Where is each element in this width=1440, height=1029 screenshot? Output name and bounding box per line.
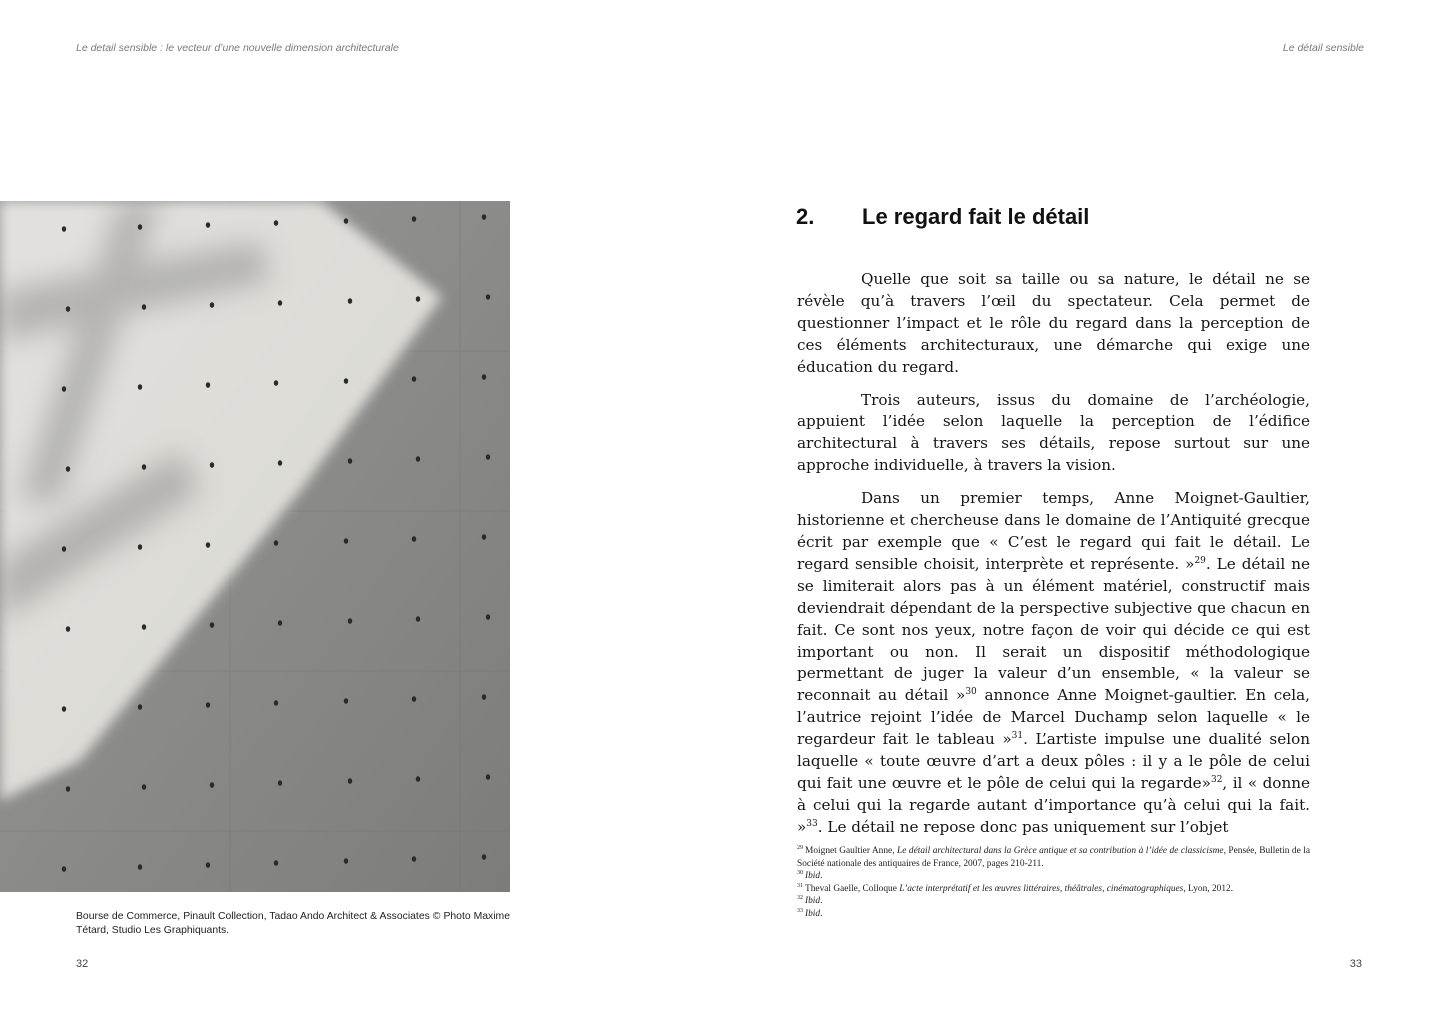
footnote-text: , Lyon, 2012. bbox=[1183, 883, 1234, 894]
tie-hole bbox=[62, 226, 66, 232]
tie-hole bbox=[348, 298, 352, 304]
footnote-title: Le détail architectural dans la Grèce antique et sa contribution à l’idée de classicisme bbox=[897, 846, 1224, 856]
tie-hole bbox=[416, 456, 420, 462]
tie-hole bbox=[206, 862, 210, 868]
paragraph-text: , il « donne à celui qui la regarde autant d’importance qu’à celui qui la fait. » bbox=[797, 773, 1311, 836]
tie-hole bbox=[62, 866, 66, 872]
footnote-29 bbox=[797, 845, 1310, 870]
tie-hole bbox=[348, 618, 352, 624]
tie-hole bbox=[486, 614, 490, 620]
footnote-30 bbox=[797, 870, 1310, 883]
tie-hole bbox=[142, 304, 146, 310]
tie-hole bbox=[142, 784, 146, 790]
tie-hole bbox=[66, 786, 70, 792]
tie-hole bbox=[486, 454, 490, 460]
tie-hole bbox=[344, 858, 348, 864]
tie-hole bbox=[344, 218, 348, 224]
tie-hole bbox=[210, 782, 214, 788]
footnote-number: 29 bbox=[797, 844, 803, 851]
footnote-author: Moignet Gaultier Anne, bbox=[805, 846, 898, 856]
tie-hole bbox=[416, 296, 420, 302]
tie-hole bbox=[412, 216, 416, 222]
footnote-ibid: Ibid bbox=[805, 871, 821, 882]
tie-hole bbox=[482, 374, 486, 380]
tie-hole bbox=[482, 214, 486, 220]
paragraph-text: annonce Anne Moignet-gaultier. En cela, l’autrice rejoint l’idée de Marcel Duchamp selon laquelle « le regardeur fait le tableau » bbox=[797, 686, 1311, 749]
paragraph-text: Dans un premier temps, Anne Moignet-Gaultier, historienne et chercheuse dans le domaine de l’Antiquité grecque écrit par exemple que « C’est le regard qui fait le détail. Le regard sensible choisit, interprète et représente. » bbox=[797, 489, 1310, 573]
tie-hole bbox=[412, 376, 416, 382]
footnote-number: 30 bbox=[797, 870, 803, 877]
footnote-title: L’acte interprétatif et les œuvres littéraires, théâtrales, cinématographiques bbox=[899, 883, 1184, 894]
tie-hole bbox=[138, 384, 142, 390]
tie-hole bbox=[274, 700, 278, 706]
tie-hole bbox=[142, 624, 146, 630]
footnote-ref[interactable]: 30 bbox=[965, 687, 977, 698]
footnote-ibid: Ibid bbox=[805, 908, 821, 919]
tie-hole bbox=[66, 626, 70, 632]
tie-hole bbox=[66, 306, 70, 312]
tie-hole bbox=[482, 854, 486, 860]
footnote-number: 32 bbox=[797, 895, 803, 902]
page-number-right: 33 bbox=[1349, 958, 1362, 970]
tie-hole bbox=[274, 860, 278, 866]
tie-hole bbox=[62, 386, 66, 392]
tie-hole bbox=[348, 778, 352, 784]
tie-hole bbox=[66, 466, 70, 472]
section-number: 2. bbox=[796, 204, 815, 229]
paragraph-text: . Le détail ne repose donc pas uniquement sur l’objet bbox=[817, 817, 1229, 836]
tie-hole bbox=[416, 776, 420, 782]
tie-hole bbox=[344, 698, 348, 704]
paragraph-text: . L’artiste impulse une dualité selon laquelle « toute œuvre d’art a deux pôles : il y a le pôle de celui qui fait une œuvre et le pôle de celui qui la regarde» bbox=[797, 730, 1310, 792]
footnote-ref[interactable]: 32 bbox=[1210, 774, 1223, 785]
tie-hole bbox=[274, 540, 278, 546]
tie-hole bbox=[206, 702, 210, 708]
tie-hole bbox=[412, 536, 416, 542]
tie-hole bbox=[482, 534, 486, 540]
footnote-32 bbox=[797, 895, 1310, 908]
tie-hole bbox=[138, 224, 142, 230]
tie-hole bbox=[278, 780, 282, 786]
tie-hole bbox=[210, 622, 214, 628]
paragraph bbox=[797, 488, 1310, 839]
tie-hole bbox=[486, 774, 490, 780]
tie-hole bbox=[62, 706, 66, 712]
tie-hole bbox=[138, 864, 142, 870]
paragraph: Quelle que soit sa taille ou sa nature, le détail ne se révèle qu’à travers l’œil du spectateur. Cela permet de questionner l’impact et le rôle du regard dans la perception de ces éléments architecturaux, une démarche qui exige une éducation du regard. bbox=[797, 270, 1310, 376]
concrete-wall-photo bbox=[0, 201, 510, 892]
section-title: Le regard fait le détail bbox=[862, 204, 1090, 229]
footnote-text: . bbox=[820, 896, 823, 907]
tie-hole bbox=[278, 620, 282, 626]
footnote-text: , Pensée, Bulletin de la Société nationale des antiquaires de France, 2007, pages 210-211. bbox=[797, 846, 1311, 869]
tie-hole bbox=[206, 382, 210, 388]
tie-hole bbox=[274, 380, 278, 386]
tie-hole bbox=[412, 696, 416, 702]
tie-hole bbox=[138, 704, 142, 710]
tie-hole bbox=[206, 222, 210, 228]
tie-hole bbox=[210, 302, 214, 308]
footnote-ref[interactable]: 33 bbox=[806, 818, 818, 829]
footnote-number: 33 bbox=[797, 907, 803, 914]
running-head-right: Le détail sensible bbox=[1282, 42, 1364, 54]
running-head-left: Le detail sensible : le vecteur d’une nouvelle dimension architecturale bbox=[76, 42, 399, 54]
footnote-ref[interactable]: 31 bbox=[1011, 731, 1024, 742]
paragraph: Trois auteurs, issus du domaine de l’archéologie, appuient l’idée selon laquelle la perception de l’édifice architectural à travers ses détails, repose surtout sur une approche individuelle, à travers la vision. bbox=[797, 390, 1310, 475]
footnotes bbox=[797, 845, 1310, 921]
tie-hole bbox=[344, 538, 348, 544]
tie-hole bbox=[138, 544, 142, 550]
footnote-ref[interactable]: 29 bbox=[1194, 555, 1206, 566]
footnote-text: . bbox=[820, 908, 823, 919]
image-caption: Bourse de Commerce, Pinault Collection, Tadao Ando Architect & Associates © Photo Maxime Tétard, Studio Les Graphiquants. bbox=[76, 911, 510, 936]
body-text bbox=[797, 269, 1310, 850]
tie-hole bbox=[278, 460, 282, 466]
section-heading bbox=[796, 204, 1089, 230]
tie-hole bbox=[412, 856, 416, 862]
tie-hole bbox=[206, 542, 210, 548]
tie-hole bbox=[416, 616, 420, 622]
tie-hole bbox=[486, 294, 490, 300]
page-number-left: 32 bbox=[76, 958, 89, 970]
footnote-number: 31 bbox=[797, 882, 803, 889]
tie-hole bbox=[274, 220, 278, 226]
tie-hole bbox=[210, 462, 214, 468]
tie-hole bbox=[348, 458, 352, 464]
footnote-author: Theval Gaelle, Colloque bbox=[805, 883, 900, 894]
tie-hole bbox=[278, 300, 282, 306]
footnote-33 bbox=[797, 908, 1310, 921]
footnote-31 bbox=[797, 883, 1310, 896]
footnote-text: . bbox=[820, 871, 823, 882]
tie-hole bbox=[142, 464, 146, 470]
tie-hole bbox=[344, 378, 348, 384]
tie-hole bbox=[482, 694, 486, 700]
paragraph-text: . Le détail ne se limiterait alors pas à un élément matériel, constructif mais deviendrait dépendant de la perspective subjective que chacun en fait. Ce sont nos yeux, notre façon de voir qui décide ce qui est important ou non. Il serait un dispositif méthodologique permettant de juger la valeur d’un ensemble, « la valeur se reconnait au détail » bbox=[797, 554, 1310, 705]
tie-hole bbox=[62, 546, 66, 552]
footnote-ibid: Ibid bbox=[805, 896, 821, 907]
